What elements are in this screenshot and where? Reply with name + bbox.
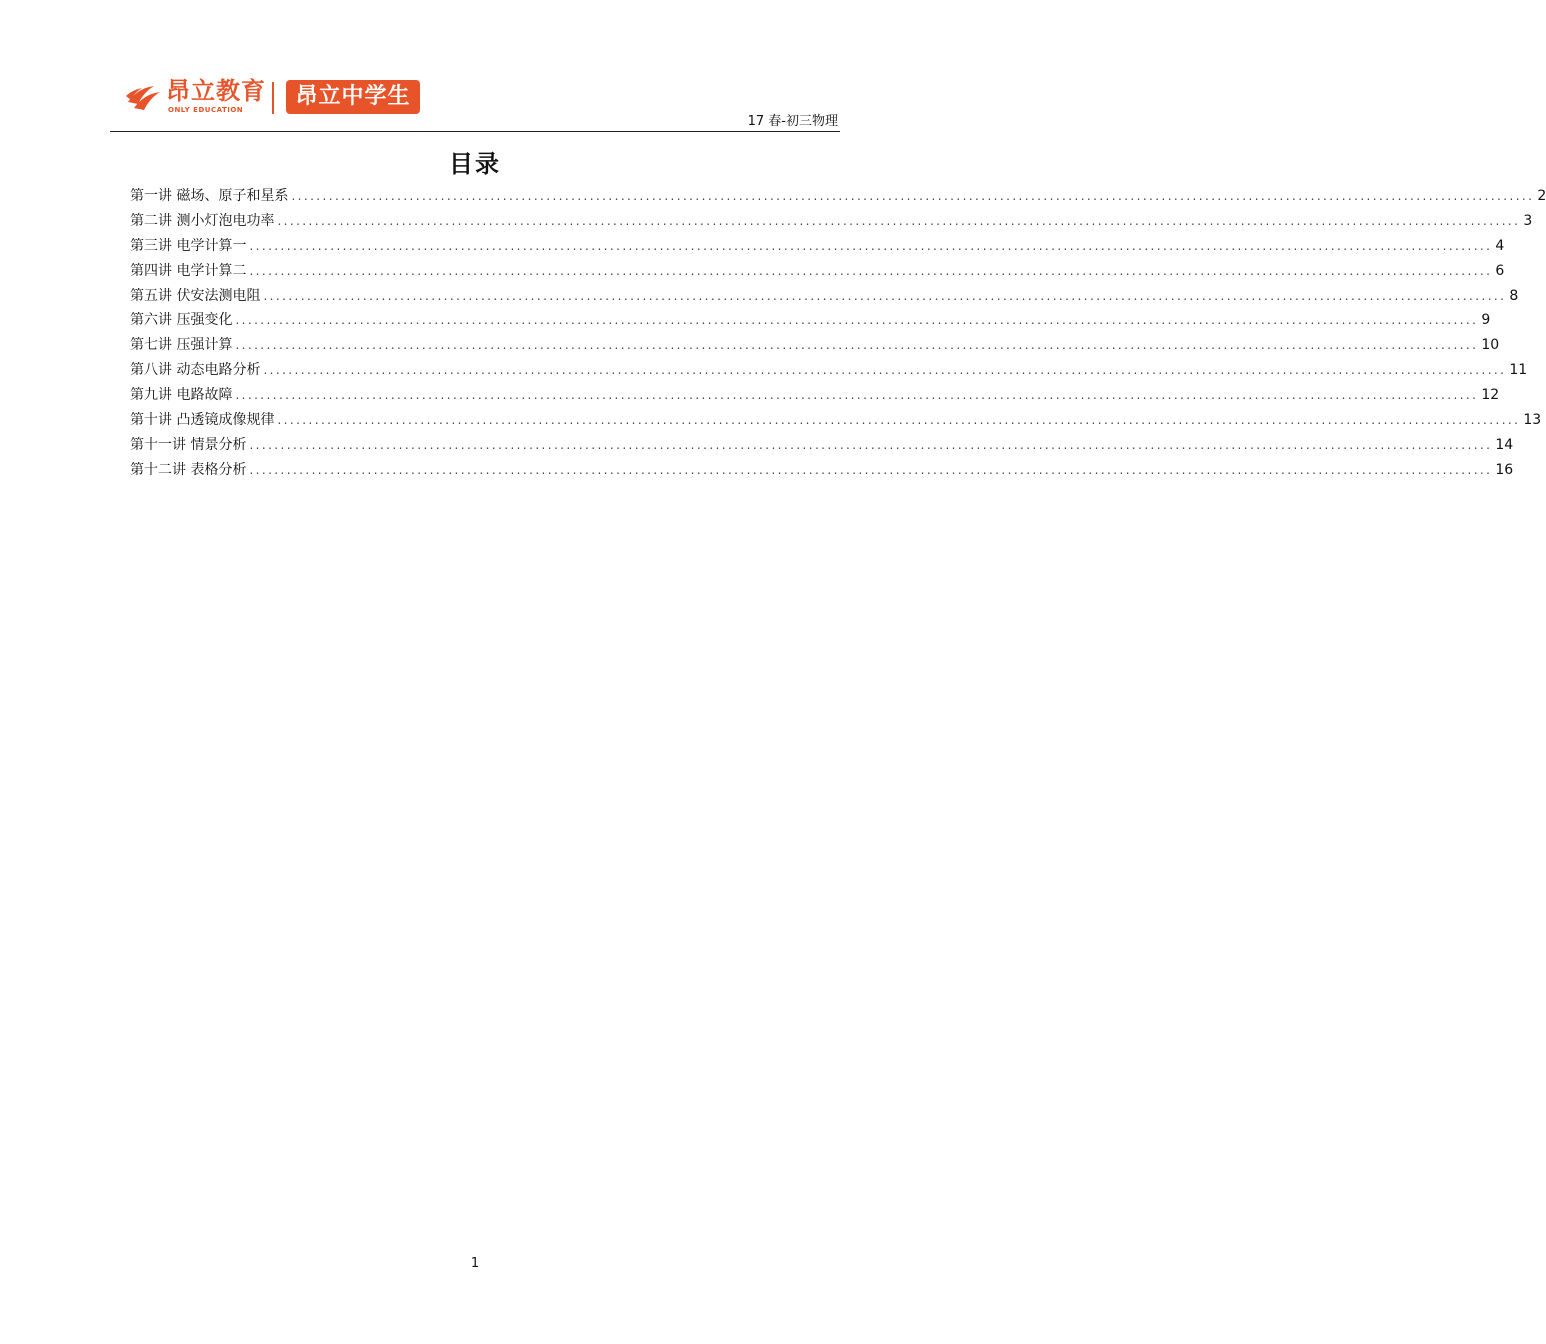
table-of-contents [130, 184, 1546, 483]
brand-name: 昂立教育 [166, 77, 266, 105]
brand-divider [272, 82, 274, 114]
program-badge: 昂立中学生 [286, 80, 420, 114]
toc-entry-label: 第七讲 压强计算 [130, 337, 233, 354]
toc-entry-label: 第五讲 伏安法测电阻 [130, 287, 261, 304]
toc-dot-leader: ........................................................................................................................................................................................................ [249, 437, 1493, 452]
toc-entry[interactable] [130, 383, 1500, 408]
only-education-logo-icon [124, 82, 164, 112]
toc-entry-page: 9 [1481, 312, 1491, 329]
toc-dot-leader: ........................................................................................................................................................................................................ [249, 462, 1493, 477]
toc-dot-leader: ........................................................................................................................................................................................................ [235, 388, 1479, 403]
brand-english: ONLY EDUCATION [168, 106, 244, 114]
toc-dot-leader: ........................................................................................................................................................................................................ [249, 238, 1493, 253]
toc-dot-leader: ........................................................................................................................................................................................................ [263, 288, 1507, 303]
toc-entry-label: 第六讲 压强变化 [130, 312, 233, 329]
toc-dot-leader: ........................................................................................................................................................................................................ [291, 189, 1535, 203]
toc-entry-page: 16 [1495, 461, 1514, 478]
toc-entry-label: 第四讲 电学计算二 [130, 262, 247, 279]
toc-entry[interactable] [130, 184, 1546, 209]
toc-entry-page: 2 [1537, 188, 1546, 204]
toc-entry[interactable] [130, 284, 1519, 309]
toc-entry[interactable] [130, 333, 1500, 358]
header-rule [110, 131, 840, 132]
toc-entry-page: 14 [1495, 436, 1514, 453]
toc-entry-label: 第九讲 电路故障 [130, 387, 233, 404]
toc-entry-label: 第十讲 凸透镜成像规律 [130, 412, 275, 429]
toc-entry-label: 第十一讲 情景分析 [130, 436, 247, 453]
toc-dot-leader: ........................................................................................................................................................................................................ [277, 213, 1521, 228]
course-label: 17 春-初三物理 [747, 114, 838, 129]
toc-dot-leader: ........................................................................................................................................................................................................ [277, 413, 1521, 428]
toc-entry[interactable] [130, 209, 1533, 234]
page-number: 1 [470, 1256, 480, 1271]
toc-dot-leader: ........................................................................................................................................................................................................ [249, 263, 1493, 278]
toc-entry-page: 13 [1523, 412, 1542, 429]
toc-entry-page: 3 [1523, 212, 1533, 229]
toc-entry-page: 10 [1481, 337, 1500, 354]
toc-entry-page: 11 [1509, 362, 1528, 379]
toc-entry-label: 第八讲 动态电路分析 [130, 362, 261, 379]
toc-entry-page: 8 [1509, 287, 1519, 304]
toc-entry[interactable] [130, 408, 1542, 433]
page-header [110, 74, 840, 132]
toc-entry-label: 第十二讲 表格分析 [130, 461, 247, 478]
toc-entry[interactable] [130, 433, 1514, 458]
toc-entry-label: 第三讲 电学计算一 [130, 237, 247, 254]
toc-entry[interactable] [130, 458, 1514, 483]
toc-dot-leader: ........................................................................................................................................................................................................ [235, 313, 1479, 328]
toc-entry[interactable] [130, 234, 1505, 259]
toc-dot-leader: ........................................................................................................................................................................................................ [263, 363, 1507, 378]
toc-entry[interactable] [130, 358, 1528, 383]
toc-entry-label: 第一讲 磁场、原子和星系 [130, 188, 289, 204]
toc-entry-label: 第二讲 测小灯泡电功率 [130, 212, 275, 229]
toc-entry-page: 12 [1481, 387, 1500, 404]
toc-title: 目录 [449, 150, 501, 178]
toc-entry-page: 6 [1495, 262, 1505, 279]
toc-entry[interactable] [130, 308, 1491, 333]
toc-entry[interactable] [130, 259, 1505, 284]
toc-dot-leader: ........................................................................................................................................................................................................ [235, 338, 1479, 353]
toc-entry-page: 4 [1495, 237, 1505, 254]
